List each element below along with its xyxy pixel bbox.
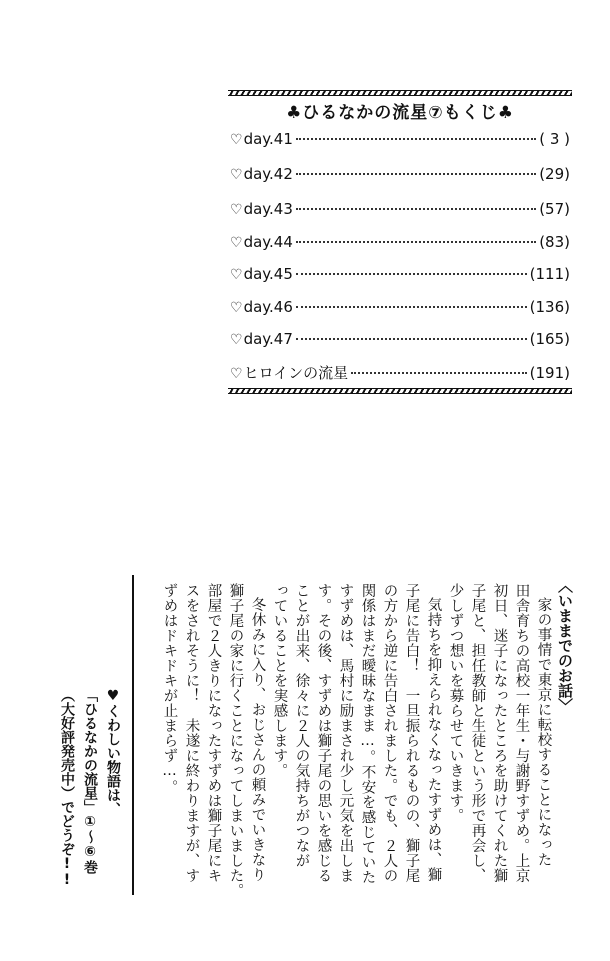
story-line: の方から逆に告白されました。でも、２人の	[381, 583, 398, 883]
story-line: 少しずつ想いを募らせていきます。	[447, 583, 464, 823]
leader-dots	[296, 138, 536, 140]
story-line: 気持ちを抑えられなくなったすずめは、獅	[425, 597, 442, 882]
toc-entry	[230, 298, 570, 324]
toc-entry-page: (29)	[539, 165, 570, 183]
story-line: 初日、迷子になったところを助けてくれた獅	[491, 583, 508, 883]
vertical-divider	[132, 575, 134, 895]
toc-entry-label: day.47	[243, 330, 293, 348]
toc-entry-page: (111)	[529, 265, 570, 283]
leader-dots	[296, 273, 527, 275]
heart-icon: ♡	[230, 267, 243, 283]
story-line: スをされそうに！ 未遂に終わりますが、す	[183, 583, 200, 883]
heart-icon: ♡	[230, 167, 243, 183]
story-line: す。その後、すずめは獅子尾の思いを感じる	[315, 583, 332, 883]
leader-dots	[296, 208, 536, 210]
toc-top-rule	[228, 90, 572, 96]
side-note-line: （大好評発売中）でどうぞ!!	[59, 688, 75, 888]
story-line: っていることを実感します。	[271, 583, 288, 778]
toc-entry-page: (57)	[539, 200, 570, 218]
toc-title: ♣ひるなかの流星⑦もくじ♣	[286, 103, 514, 123]
story-line: 田舎育ちの高校一年生・与謝野すずめ。上京	[513, 583, 530, 883]
toc-entry-page: (165)	[529, 330, 570, 348]
leader-dots	[296, 241, 536, 243]
toc-entry-page: (191)	[529, 364, 570, 382]
heart-icon: ♡	[230, 235, 243, 251]
toc-entry-label: day.45	[243, 265, 293, 283]
toc-entry	[230, 233, 570, 259]
heart-icon: ♡	[230, 332, 243, 348]
story-line: 冬休みに入り、おじさんの頼みでいきなり	[249, 597, 266, 882]
heart-icon: ♡	[230, 132, 243, 148]
toc-entry-label: day.44	[243, 233, 293, 251]
toc-entry-label: day.41	[243, 130, 293, 148]
story-line: 家の事情で東京に転校することになった	[535, 597, 552, 867]
toc-entry-page: (136)	[529, 298, 570, 316]
toc-entry-page: ( 3 )	[539, 130, 570, 148]
leader-dots	[351, 372, 527, 374]
toc-entry	[230, 165, 570, 191]
side-note-line: ♥くわしい物語は、	[105, 688, 121, 816]
story-heading: 〈いままでのお話〉	[556, 578, 574, 713]
toc-entry	[230, 330, 570, 356]
story-line: 獅子尾の家に行くことになってしまいました。	[227, 583, 244, 898]
side-note-line: 「ひるなかの流星」①〜⑥巻	[82, 688, 98, 874]
heart-icon: ♡	[230, 300, 243, 316]
toc-entry	[230, 200, 570, 226]
story-line: 部屋で２人きりになったすずめは獅子尾にキ	[205, 583, 222, 883]
toc-entry-label: day.43	[243, 200, 293, 218]
story-line: ことが出来、徐々に２人の気持ちがつなが	[293, 583, 310, 868]
toc-entry	[230, 130, 570, 156]
leader-dots	[296, 173, 536, 175]
heart-icon: ♡	[230, 366, 243, 382]
story-line: 子尾と、担任教師と生徒という形で再会し、	[469, 583, 486, 883]
toc-entry	[230, 265, 570, 291]
toc-bottom-rule	[228, 388, 572, 394]
toc-entry-label: ヒロインの流星	[243, 364, 349, 382]
toc-entry-page: (83)	[539, 233, 570, 251]
leader-dots	[296, 338, 527, 340]
story-line: 関係はまだ曖昧なまま…。不安を感じていた	[359, 583, 376, 885]
toc-entry-label: day.42	[243, 165, 293, 183]
leader-dots	[296, 306, 527, 308]
heart-icon: ♡	[230, 202, 243, 218]
story-line: ずめはドキドキが止まらず…。	[161, 583, 178, 795]
toc-entry-label: day.46	[243, 298, 293, 316]
story-line: 子尾に告白！ 一旦振られるものの、獅子尾	[403, 583, 420, 883]
story-line: すずめは、馬村に励まされ少し元気を出しま	[337, 583, 354, 883]
toc-entry	[230, 362, 570, 388]
